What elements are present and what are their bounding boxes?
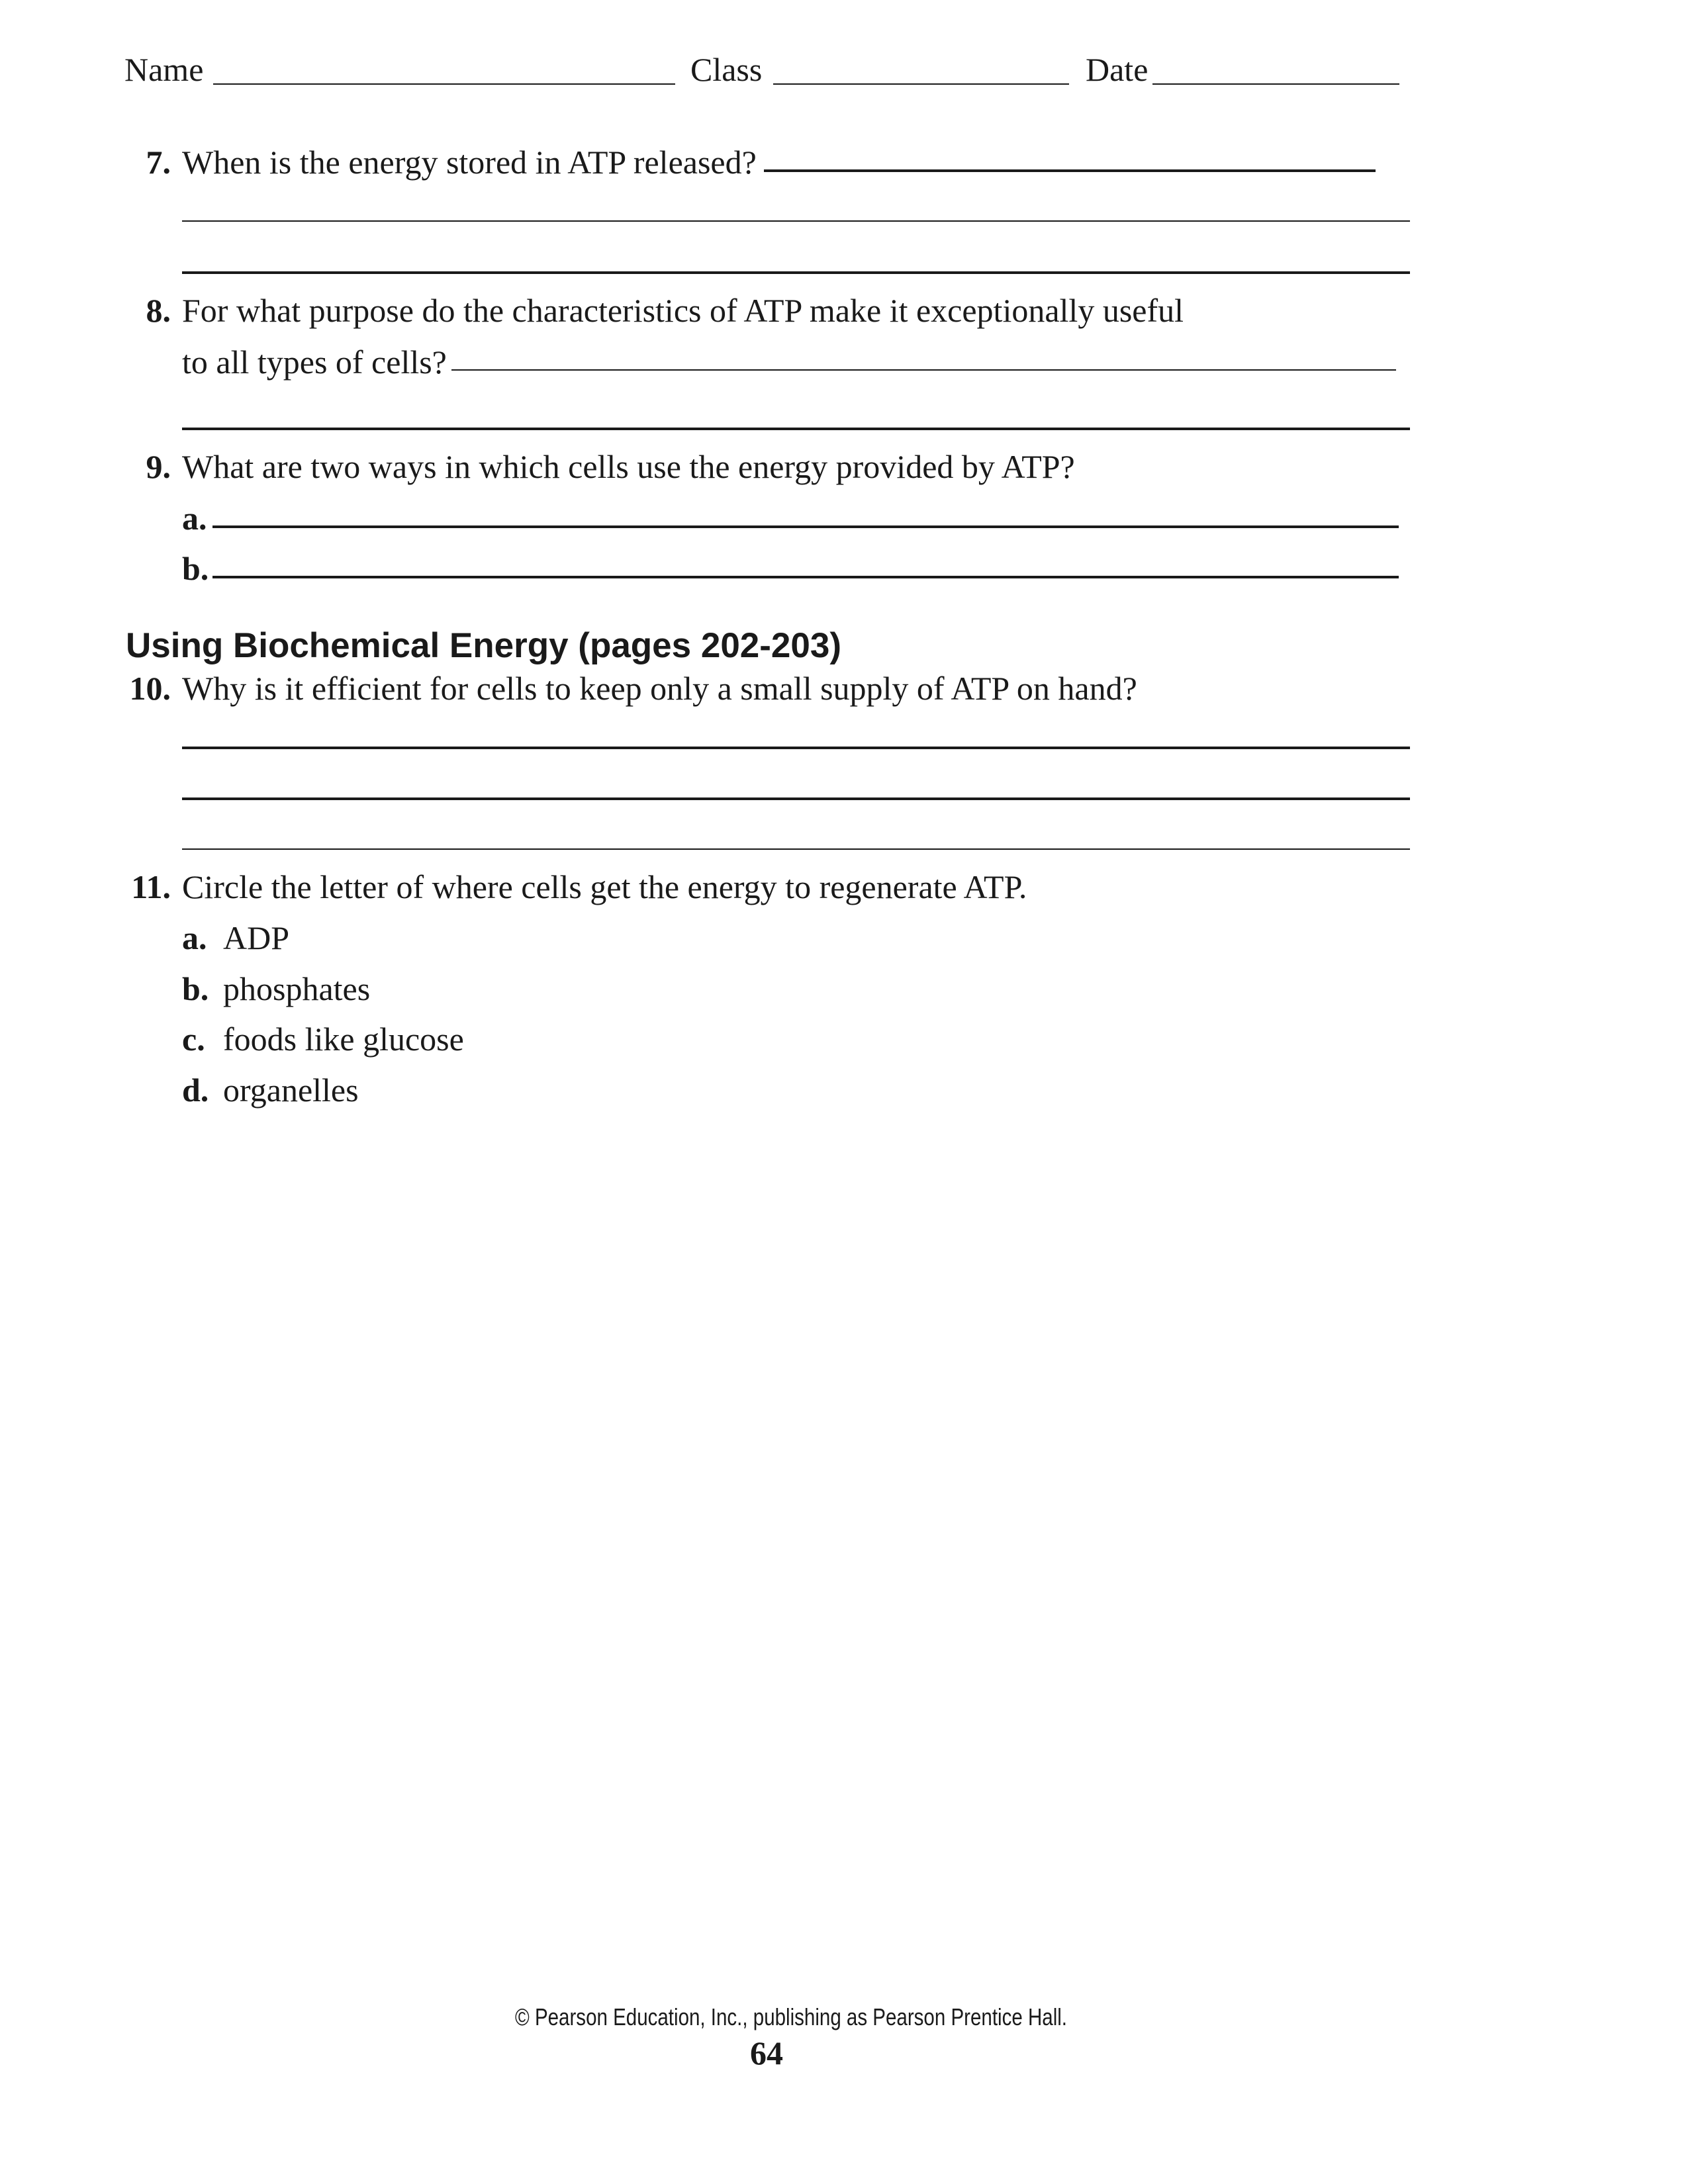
question-9-part-b-answer-line[interactable]	[212, 576, 1399, 578]
question-11-text: Circle the letter of where cells get the energy to regenerate ATP.	[182, 868, 1027, 905]
page-number: 64	[750, 2034, 783, 2071]
question-11-option-b-label: phosphates	[223, 970, 371, 1007]
question-10-text: Why is it efficient for cells to keep only a small supply of ATP on hand?	[182, 670, 1137, 707]
question-9-part-a-answer-line[interactable]	[212, 525, 1399, 528]
section-heading: Using Biochemical Energy (pages 202-203)	[126, 626, 842, 665]
question-11-number: 11.	[131, 868, 171, 905]
class-label: Class	[690, 51, 763, 88]
question-9-text: What are two ways in which cells use the energy provided by ATP?	[182, 448, 1075, 485]
question-9-number: 9.	[146, 448, 171, 485]
question-7-answer-line-3[interactable]	[182, 271, 1410, 274]
question-11-option-a-letter[interactable]: a.	[182, 919, 207, 956]
copyright-notice: © Pearson Education, Inc., publishing as Pearson Prentice Hall.	[515, 2003, 1068, 2030]
question-7-answer-line-1[interactable]	[764, 169, 1376, 172]
date-field[interactable]	[1152, 83, 1399, 85]
question-8-answer-line-1[interactable]	[451, 369, 1396, 371]
question-10-number: 10.	[129, 670, 171, 707]
question-11-option-b-letter[interactable]: b.	[182, 970, 209, 1007]
question-11-option-c-label: foods like glucose	[223, 1021, 464, 1058]
question-11-option-d-letter[interactable]: d.	[182, 1071, 209, 1109]
question-9-part-a-letter: a.	[182, 500, 207, 537]
question-10-answer-line-3[interactable]	[182, 848, 1410, 850]
question-8-number: 8.	[146, 292, 171, 329]
question-11-option-c-letter[interactable]: c.	[182, 1021, 205, 1058]
class-field[interactable]	[773, 83, 1069, 85]
question-8-answer-line-2[interactable]	[182, 428, 1410, 430]
name-label: Name	[124, 51, 204, 88]
question-7-text: When is the energy stored in ATP released?	[182, 144, 757, 181]
question-7-number: 7.	[146, 144, 171, 181]
question-9-part-b-letter: b.	[182, 550, 209, 587]
question-8-text-line-2: to all types of cells?	[182, 343, 447, 381]
question-10-answer-line-2[interactable]	[182, 797, 1410, 800]
question-11-option-a-label: ADP	[223, 919, 290, 956]
name-field[interactable]	[213, 83, 675, 85]
question-10-answer-line-1[interactable]	[182, 747, 1410, 749]
question-7-answer-line-2[interactable]	[182, 220, 1410, 222]
question-11-option-d-label: organelles	[223, 1071, 359, 1109]
date-label: Date	[1086, 51, 1149, 88]
question-8-text-line-1: For what purpose do the characteristics of ATP make it exceptionally useful	[182, 292, 1184, 329]
